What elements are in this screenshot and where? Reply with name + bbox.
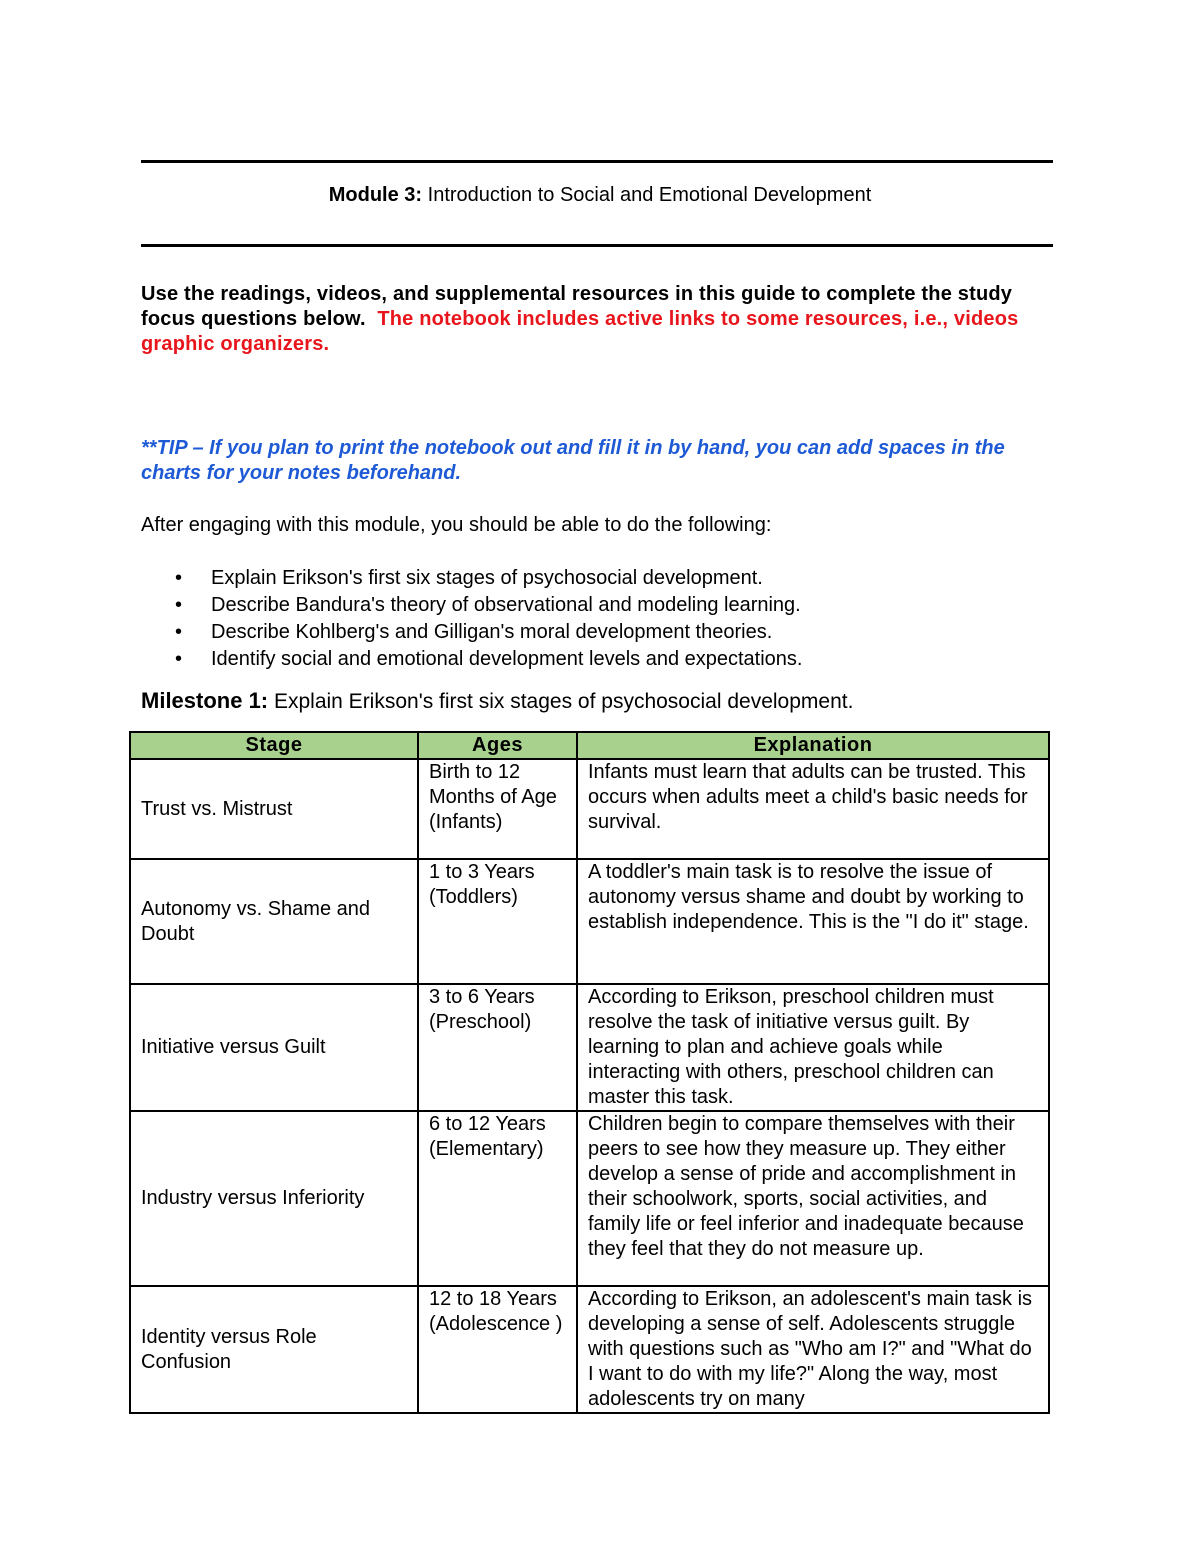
ages-cell[interactable]: Birth to 12 Months of Age (Infants) [418, 759, 577, 859]
tip-note: **TIP – If you plan to print the notebook out and fill it in by hand, you can add spaces in the charts for your notes beforehand. [141, 437, 1005, 484]
explanation-cell[interactable]: A toddler's main task is to resolve the issue of autonomy versus shame and doubt by working to establish independence. This is the "I do it" stage. [577, 859, 1049, 984]
table-header-row [130, 732, 1049, 759]
bullet-icon: • [175, 567, 183, 589]
explanation-cell[interactable]: According to Erikson, preschool children must resolve the task of initiative versus guilt. By learning to plan and achieve goals while interacting with others, preschool children can master this task. [577, 984, 1049, 1111]
objectives-list [141, 565, 802, 673]
table-row [130, 1286, 1049, 1413]
objective-text: Identify social and emotional development levels and expectations. [211, 648, 803, 670]
module-title: Introduction to Social and Emotional Development [422, 184, 872, 206]
milestone-heading [141, 688, 853, 714]
list-item [141, 619, 802, 646]
bullet-icon: • [175, 648, 183, 670]
bottom-divider [141, 244, 1053, 247]
header-ages: Ages [418, 732, 577, 759]
ages-cell[interactable]: 12 to 18 Years (Adolescence ) [418, 1286, 577, 1413]
erikson-stages-table [129, 731, 1050, 1414]
stage-cell[interactable]: Identity versus Role Confusion [130, 1286, 418, 1413]
explanation-cell[interactable]: Infants must learn that adults can be trusted. This occurs when adults meet a child's basic needs for survival. [577, 759, 1049, 859]
list-item [141, 565, 802, 592]
list-item [141, 592, 802, 619]
table-row [130, 984, 1049, 1111]
intro-text: After engaging with this module, you should be able to do the following: [141, 514, 772, 536]
table-row [130, 859, 1049, 984]
module-label: Module 3: [328, 184, 423, 206]
objective-text: Describe Bandura's theory of observational and modeling learning. [211, 594, 801, 616]
instructions-text: Use the readings, videos, and supplemental resources in this guide to complete the study focus questions below. [141, 283, 1013, 330]
milestone-text: Explain Erikson's first six stages of psychosocial development. [268, 690, 854, 713]
module-heading [0, 184, 1200, 207]
top-divider [141, 160, 1053, 163]
header-stage: Stage [130, 732, 418, 759]
objective-text: Explain Erikson's first six stages of psychosocial development. [211, 567, 763, 589]
header-explanation: Explanation [577, 732, 1049, 759]
milestone-label: Milestone 1: [141, 688, 269, 713]
stage-cell[interactable]: Industry versus Inferiority [130, 1111, 418, 1286]
list-item [141, 646, 802, 673]
bullet-icon: • [175, 621, 183, 643]
instructions-red-note: The notebook includes active links to some resources, i.e., videos graphic organizers. [141, 308, 1019, 355]
explanation-cell[interactable]: According to Erikson, an adolescent's main task is developing a sense of self. Adolescents struggle with questions such as "Who am I?" and "What do I want to do with my life?" Along the way, most adolescents try on many [577, 1286, 1049, 1413]
stage-cell[interactable]: Trust vs. Mistrust [130, 759, 418, 859]
ages-cell[interactable]: 1 to 3 Years (Toddlers) [418, 859, 577, 984]
explanation-cell[interactable]: Children begin to compare themselves with their peers to see how they measure up. They either develop a sense of pride and accomplishment in their schoolwork, sports, social activities, and family life or feel inferior and inadequate because they feel that they do not measure up. [577, 1111, 1049, 1286]
table-row [130, 759, 1049, 859]
instructions-paragraph [141, 282, 1051, 357]
bullet-icon: • [175, 594, 183, 616]
objective-text: Describe Kohlberg's and Gilligan's moral development theories. [211, 621, 773, 643]
stage-cell[interactable]: Initiative versus Guilt [130, 984, 418, 1111]
ages-cell[interactable]: 3 to 6 Years (Preschool) [418, 984, 577, 1111]
stage-cell[interactable]: Autonomy vs. Shame and Doubt [130, 859, 418, 984]
ages-cell[interactable]: 6 to 12 Years (Elementary) [418, 1111, 577, 1286]
table-row [130, 1111, 1049, 1286]
